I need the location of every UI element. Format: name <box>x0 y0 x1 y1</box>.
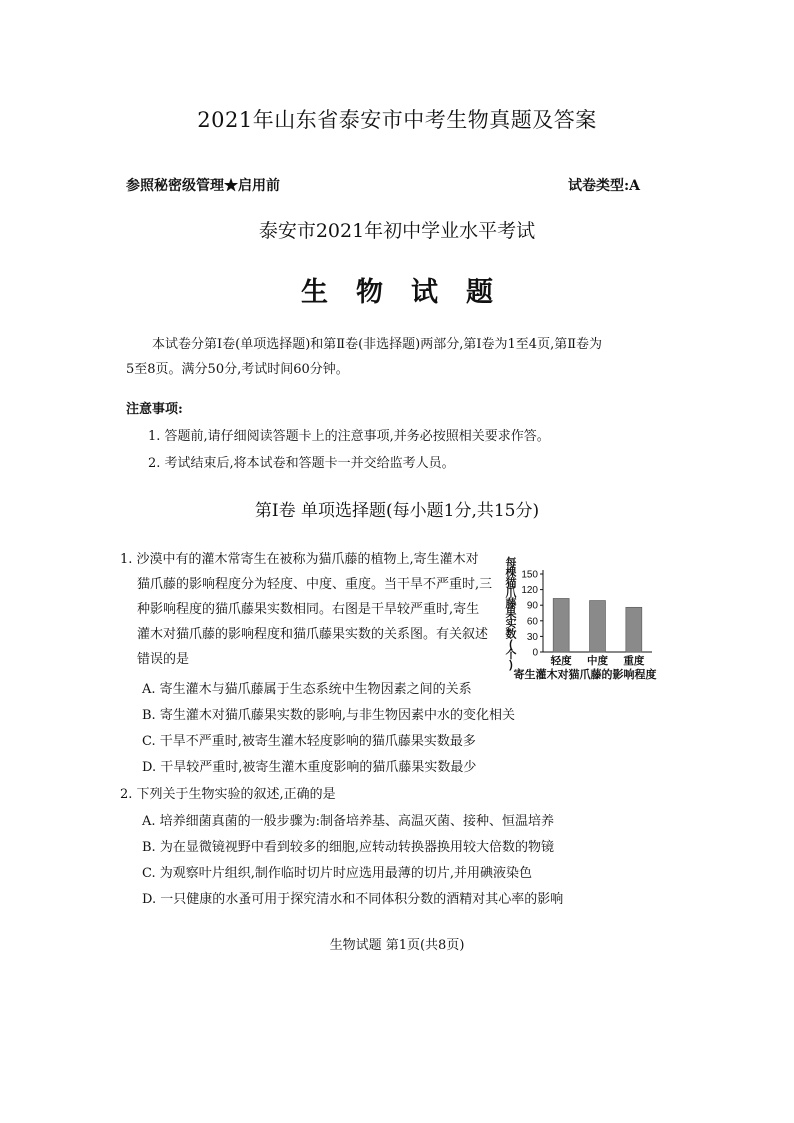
page-footer: 生物试题 第1页(共8页) <box>329 938 465 953</box>
question-2-option-b: B. 为在显微镜视野中看到较多的细胞,应转动转换器换用较大倍数的物镜 <box>142 840 554 855</box>
question-2-option-d: D. 一只健康的水蚤可用于探究清水和不同体积分数的酒精对其心率的影响 <box>142 892 564 907</box>
section-heading: 第Ⅰ卷 单项选择题(每小题1分,共15分) <box>254 501 540 521</box>
chart-bar <box>590 601 606 652</box>
question-1-option-d: D. 干旱较严重时,被寄生灌木重度影响的猫爪藤果实数最少 <box>142 760 477 775</box>
question-stem-line: 种影响程度的猫爪藤果实数相同。右图是干旱较严重时,寄生 <box>137 602 480 617</box>
chart-y-tick-label: 0 <box>532 647 538 659</box>
intro-line: 本试卷分第Ⅰ卷(单项选择题)和第Ⅱ卷(非选择题)两部分,第Ⅰ卷为1至4页,第Ⅱ卷为 <box>152 337 603 352</box>
paper-type-label: 试卷类型:A <box>568 178 641 194</box>
question-stem-line: 1. 沙漠中有的灌木常寄生在被称为猫爪藤的植物上,寄生灌木对 <box>120 552 479 567</box>
intro-paragraph <box>126 332 666 382</box>
chart-y-tick-label: 60 <box>526 616 538 628</box>
question-stem-line: 猫爪藤的影响程度分为轻度、中度、重度。当干旱不严重时,三 <box>137 577 493 592</box>
notice-heading: 注意事项: <box>126 402 183 417</box>
question-1-stem <box>120 547 500 672</box>
chart-bar <box>553 598 569 652</box>
notice-item: 2. 考试结束后,将本试卷和答题卡一并交给监考人员。 <box>148 456 455 471</box>
intro-line: 5至8页。满分50分,考试时间60分钟。 <box>126 362 349 377</box>
chart-category-label: 重度 <box>623 655 645 667</box>
chart-x-axis-label: 寄生灌木对猫爪藤的影响程度 <box>513 669 657 681</box>
fruit-count-bar-chart <box>502 554 668 684</box>
notice-item: 1. 答题前,请仔细阅读答题卡上的注意事项,并务必按照相关要求作答。 <box>148 429 550 444</box>
subject-title: 生物试题 <box>301 277 521 308</box>
question-2-option-c: C. 为观察叶片组织,制作临时切片时应选用最薄的切片,并用碘液染色 <box>142 866 533 881</box>
chart-category-label: 轻度 <box>550 655 572 667</box>
exam-name: 泰安市2021年初中学业水平考试 <box>258 220 536 242</box>
chart-y-tick-label: 30 <box>526 631 538 643</box>
question-stem-line: 错误的是 <box>137 652 190 667</box>
question-2-option-a: A. 培养细菌真菌的一般步骤为:制备培养基、高温灭菌、接种、恒温培养 <box>142 814 555 829</box>
question-1-option-c: C. 干旱不严重时,被寄生灌木轻度影响的猫爪藤果实数最多 <box>142 734 476 749</box>
chart-category-label: 中度 <box>587 655 608 667</box>
chart-y-axis-label: 每棵猫爪藤果实数(个) <box>505 557 517 671</box>
secrecy-label: 参照秘密级管理★启用前 <box>126 178 280 194</box>
chart-bar <box>626 607 642 652</box>
chart-y-tick-label: 150 <box>521 569 538 581</box>
question-1-option-a: A. 寄生灌木与猫爪藤属于生态系统中生物因素之间的关系 <box>142 682 472 697</box>
question-1-option-b: B. 寄生灌木对猫爪藤果实数的影响,与非生物因素中水的变化相关 <box>142 708 515 723</box>
question-stem-line: 灌木对猫爪藤的影响程度和猫爪藤果实数的关系图。有关叙述 <box>137 627 489 642</box>
chart-y-tick-label: 120 <box>521 585 538 597</box>
chart-y-tick-label: 90 <box>526 600 538 612</box>
question-2-stem: 2. 下列关于生物实验的叙述,正确的是 <box>120 787 336 802</box>
document-title: 2021年山东省泰安市中考生物真题及答案 <box>197 108 597 132</box>
